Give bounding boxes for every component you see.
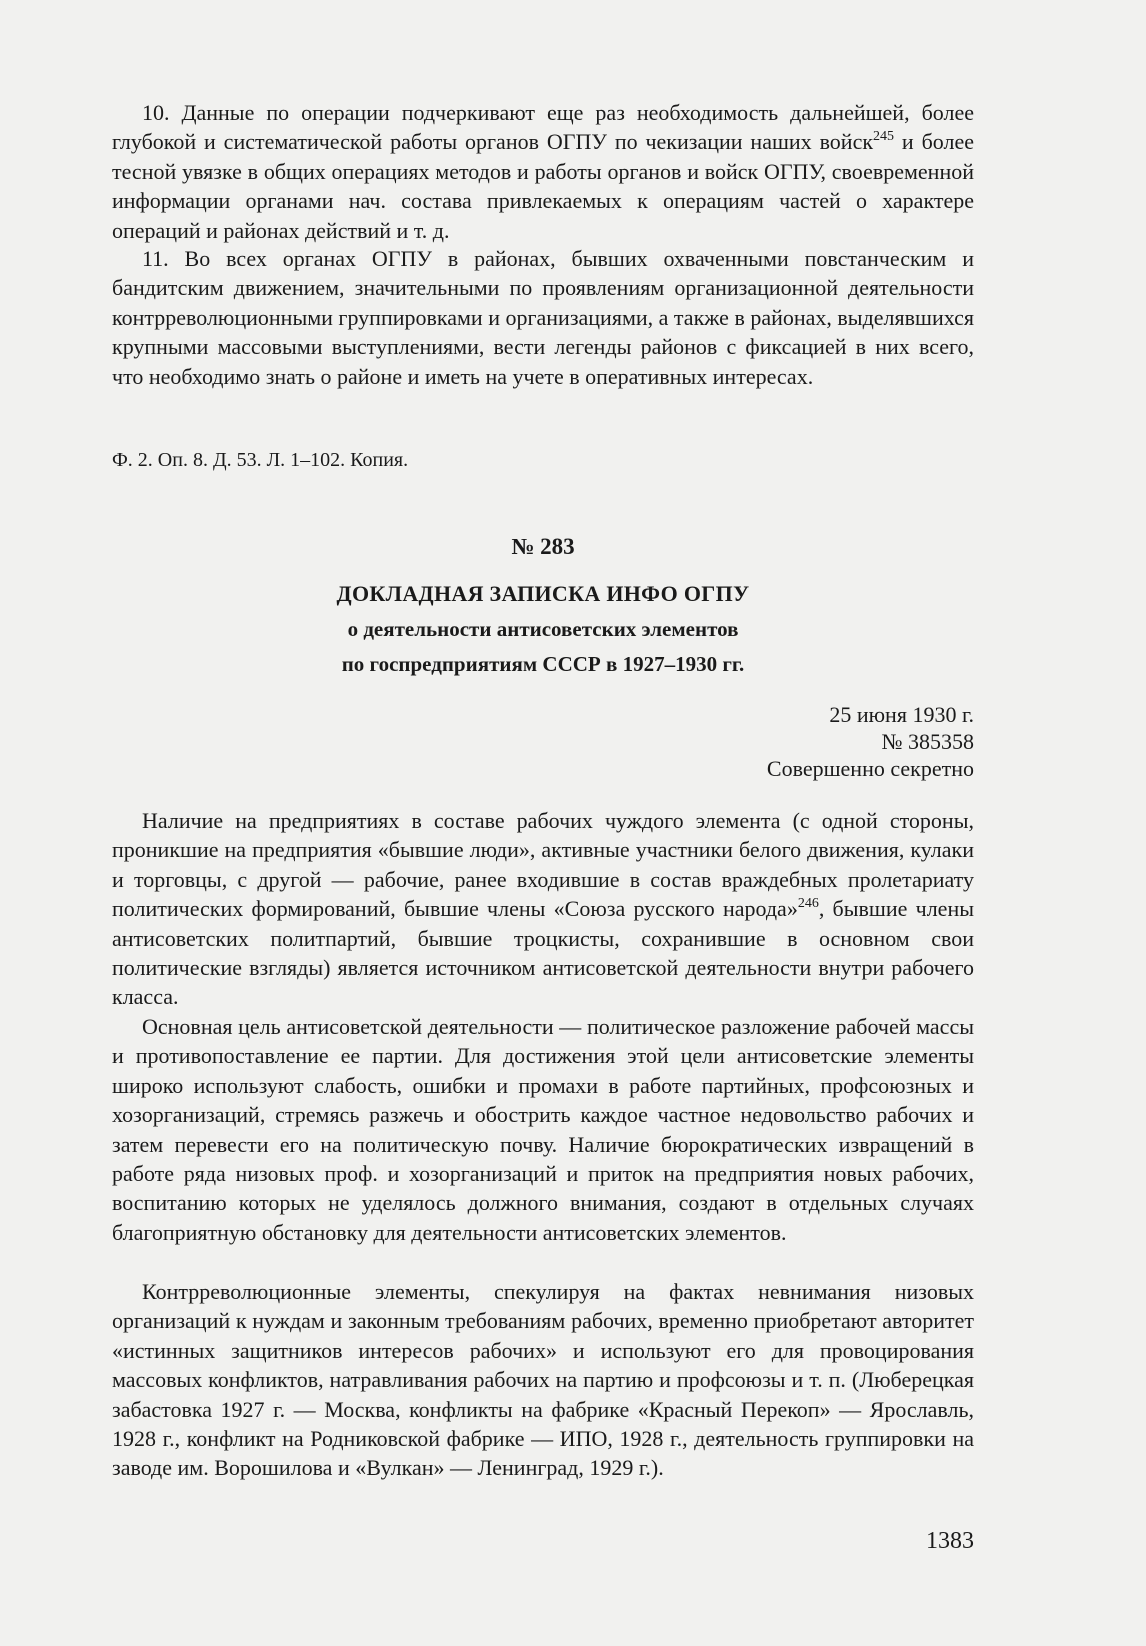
paragraph-10	[112, 98, 974, 245]
body-paragraph-2	[112, 1012, 974, 1247]
paragraph-11	[112, 244, 974, 391]
paragraph-10-continuation: и более тесной увязке в общих операциях методов и работы органов и войск ОГПУ, своевременной информации органами нач. состава привлекаемых к операциям частей о характере операций и районах действий и т. д.	[112, 129, 975, 243]
page-number: 1383	[926, 1528, 974, 1554]
footnote-ref-246: 246	[797, 896, 819, 912]
body-paragraph-1-text: Наличие на предприятиях в составе рабочих чуждого элемента (с одной стороны, проникшие на предприятия «бывшие люди», активные участники белого движения, кулаки и торговцы, с другой — рабочие, ранее входившие в состав враждебных пролетариату политических формирований, бывшие члены «Союза русского народа»	[112, 808, 974, 922]
footnote-ref-245: 245	[873, 129, 895, 145]
paragraph-11-text: 11. Во всех органах ОГПУ в районах, бывших охваченными повстанческим и бандитским движением, значительными по проявлениям организационной деятельности контрреволюционными группировками и организациями, а также в районах, выделявшихся крупными массовыми выступлениями, вести легенды районов с фиксацией в них всего, что необходимо знать о районе и иметь на учете в оперативных интересах.	[112, 246, 974, 389]
document-number: № 283	[511, 534, 575, 559]
body-paragraph-2-text: Основная цель антисоветской деятельности — политическое разложение рабочей массы и противопоставление ее партии. Для достижения этой цели антисоветские элементы широко используют слабость, ошибки и промахи в работе партийных, профсоюзных и хозорганизаций, стремясь разжечь и обострить каждое частное недовольство рабочих и затем перевести его на политическую почву. Наличие бюрократических извращений в работе ряда низовых проф. и хозорганизаций и приток на предприятия новых рабочих, воспитанию которых не уделялось должного внимания, создают в отдельных случаях благоприятную обстановку для деятельности антисоветских элементов.	[112, 1014, 974, 1245]
body-paragraph-1-continuation: , бывшие члены антисоветских политпартий, бывшие троцкисты, сохранившие в основном свои политические взгляды) является источником антисоветской деятельности внутри рабочего класса.	[112, 896, 974, 1010]
secrecy-label: Совершенно секретно	[766, 756, 974, 781]
document-date: 25 июня 1930 г.	[829, 702, 974, 727]
body-paragraph-1	[112, 806, 974, 1012]
document-title: ДОКЛАДНАЯ ЗАПИСКА ИНФО ОГПУ	[336, 581, 750, 606]
document-subtitle-line-2: по госпредприятиям СССР в 1927–1930 гг.	[341, 652, 745, 676]
document-subtitle-line-1: о деятельности антисоветских элементов	[347, 617, 739, 641]
paragraph-10-text: 10. Данные по операции подчеркивают еще раз необходимость дальнейшей, более глубокой и систематической работы органов ОГПУ по чекизации наших войск	[112, 100, 974, 155]
document-registration-number: № 385358	[881, 729, 974, 754]
archive-source-text: Ф. 2. Оп. 8. Д. 53. Л. 1–102. Копия.	[112, 449, 409, 471]
body-paragraph-3-text: Контрреволюционные элементы, спекулируя на фактах невнимания низовых организаций к нуждам и законным требованиям рабочих, временно приобретают авторитет «истинных защитников интересов рабочих» и используют его для провоцирования массовых конфликтов, натравливания рабочих на партию и профсоюзы и т. п. (Люберецкая забастовка 1927 г. — Москва, конфликты на фабрике «Красный Перекоп» — Ярославль, 1928 г., конфликт на Родниковской фабрике — ИПО, 1928 г., деятельность группировки на заводе им. Ворошилова и «Вулкан» — Ленинград, 1929 г.).	[112, 1279, 974, 1481]
archive-source	[112, 446, 974, 475]
body-paragraph-3	[112, 1277, 974, 1483]
